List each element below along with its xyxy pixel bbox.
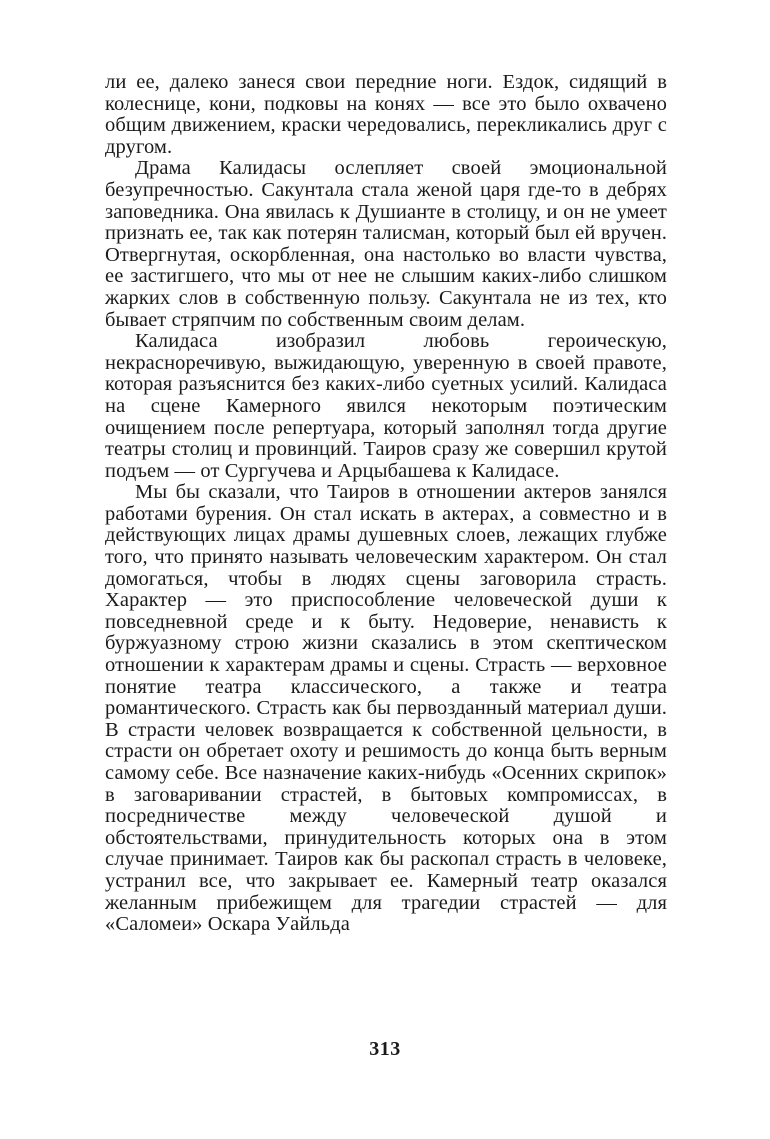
paragraph-3: Калидаса изобразил любовь героическую, некрасноречивую, выжидающую, уверенную в своей правоте, которая разъяснится без каких-либо суетных усилий. Калидаса на сцене Камерного явился некоторым поэтическим очищением после репертуара, который заполнял тогда другие театры столиц и провинций. Таиров сразу же совершил крутой подъем — от Сургучева и Арцыбашева к Калидасе. <box>105 330 667 482</box>
paragraph-2: Драма Калидасы ослепляет своей эмоциональной безупречностью. Сакунтала стала женой царя где-то в дебрях заповедника. Она явилась к Душианте в столицу, и он не умеет признать ее, так как потерян талисман, который был ей вручен. Отвергнутая, оскорбленная, она настолько во власти чувства, ее застигшего, что мы от нее не слышим каких-либо слишком жарких слов в собственную пользу. Сакунтала не из тех, кто бывает стряпчим по собственным своим делам. <box>105 157 667 331</box>
page-text-block <box>105 72 667 936</box>
page-number: 313 <box>369 1038 401 1060</box>
paragraph-1: ли ее, далеко занеся свои передние ноги. Ездок, сидящий в колеснице, кони, подковы на конях — все это было охвачено общим движением, краски чередовались, перекликались друг с другом. <box>105 71 667 158</box>
paragraph-4: Мы бы сказали, что Таиров в отношении актеров занялся работами бурения. Он стал искать в актерах, а совместно и в действующих лицах драмы душевных слоев, лежащих глубже того, что принято называть человеческим характером. Он стал домогаться, чтобы в людях сцены заговорила страсть. Характер — это приспособление человеческой души к повседневной среде и к быту. Недоверие, ненависть к буржуазному строю жизни сказались в этом скептическом отношении к характерам драмы и сцены. Страсть — верховное понятие театра классического, а также и театра романтического. Страсть как бы первозданный материал души. В страсти человек возвращается к собственной цельности, в страсти он обретает охоту и решимость до конца быть верным самому себе. Все назначение каких-нибудь «Осенних скрипок» в заговаривании страстей, в бытовых компромиссах, в посредничестве между человеческой душой и обстоятельствами, принудительность которых она в этом случае принимает. Таиров как бы раскопал страсть в человеке, устранил все, что закрывает ее. Камерный театр оказался желанным прибежищем для трагедии страстей — для «Саломеи» Оскара Уайльда <box>105 481 667 936</box>
